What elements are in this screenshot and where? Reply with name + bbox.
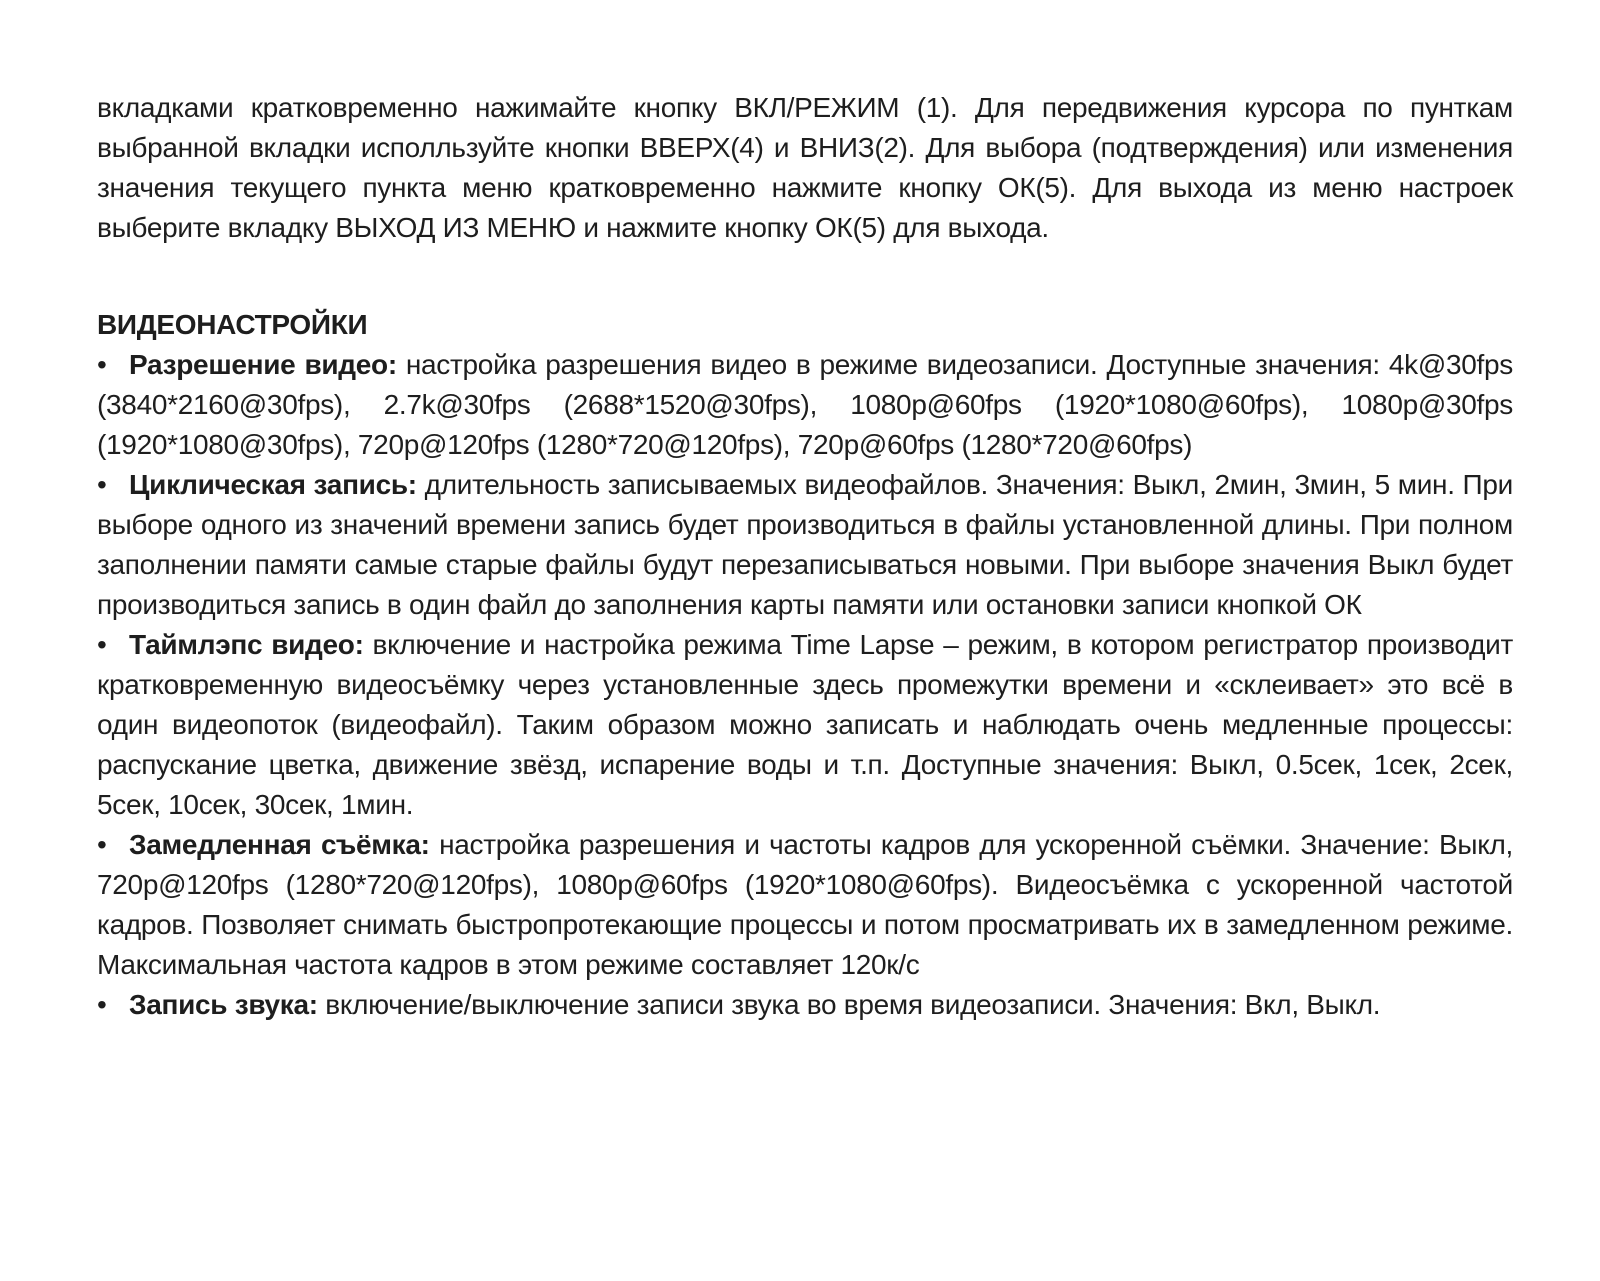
- list-item-slow-motion: [97, 825, 1513, 985]
- item-description: включение и настройка режима Time Lapse – режим, в котором регистратор производит кратковременную видеосъёмку через установленные здесь промежутки времени и «склеивает» это всё в один видеопоток (видеофайл). Таким образом можно записать и наблюдать очень медленные процессы: распускание цветка, движение звёзд, испарение воды и т.п. Доступные значения: Выкл, 0.5сек, 1сек, 2сек, 5сек, 10сек, 30сек, 1мин.: [97, 629, 1513, 820]
- bullet-icon: •: [97, 629, 107, 660]
- document-page: [97, 88, 1513, 1025]
- item-term: Циклическая запись:: [129, 469, 417, 500]
- list-item-video-resolution: [97, 345, 1513, 465]
- intro-paragraph: вкладками кратковременно нажимайте кнопку ВКЛ/РЕЖИМ (1). Для передвижения курсора по пунткам выбранной вкладки исполльзуйте кнопки ВВЕРХ(4) и ВНИЗ(2). Для выбора (подтверждения) или изменения значения текущего пункта меню кратковременно нажмите кнопку ОК(5). Для выхода из меню настроек выберите вкладку ВЫХОД ИЗ МЕНЮ и нажмите кнопку ОК(5) для выхода.: [97, 92, 1513, 243]
- bullet-icon: •: [97, 989, 107, 1020]
- section-title-video-settings: ВИДЕОНАСТРОЙКИ: [97, 309, 368, 340]
- item-term: Запись звука:: [129, 989, 318, 1020]
- item-term: Разрешение видео:: [129, 349, 397, 380]
- bullet-icon: •: [97, 469, 107, 500]
- bullet-icon: •: [97, 349, 107, 380]
- item-term: Таймлэпс видео:: [129, 629, 364, 660]
- video-settings-list: [97, 345, 1513, 1025]
- item-description: настройка разрешения видео в режиме видеозаписи. Доступные значения: 4k@30fps (3840*2160@30fps), 2.7k@30fps (2688*1520@30fps), 1080p@60fps (1920*1080@60fps), 1080p@30fps (1920*1080@30fps), 720p@120fps (1280*720@120fps), 720p@60fps (1280*720@60fps): [97, 349, 1513, 460]
- item-term: Замедленная съёмка:: [129, 829, 430, 860]
- list-item-timelapse-video: [97, 625, 1513, 825]
- bullet-icon: •: [97, 829, 107, 860]
- item-description: настройка разрешения и частоты кадров для ускоренной съёмки. Значение: Выкл, 720p@120fps (1280*720@120fps), 1080p@60fps (1920*1080@60fps). Видеосъёмка с ускоренной частотой кадров. Позволяет снимать быстропротекающие процессы и потом просматривать их в замедленном режиме. Максимальная частота кадров в этом режиме составляет 120к/с: [97, 829, 1513, 980]
- list-item-audio-recording: [97, 985, 1513, 1025]
- item-description: длительность записываемых видеофайлов. Значения: Выкл, 2мин, 3мин, 5 мин. При выборе одного из значений времени запись будет производиться в файлы установленной длины. При полном заполнении памяти самые старые файлы будут перезаписываться новыми. При выборе значения Выкл будет производиться запись в один файл до заполнения карты памяти или остановки записи кнопкой ОК: [97, 469, 1513, 620]
- item-description: включение/выключение записи звука во время видеозаписи. Значения: Вкл, Выкл.: [317, 989, 1381, 1020]
- list-item-loop-recording: [97, 465, 1513, 625]
